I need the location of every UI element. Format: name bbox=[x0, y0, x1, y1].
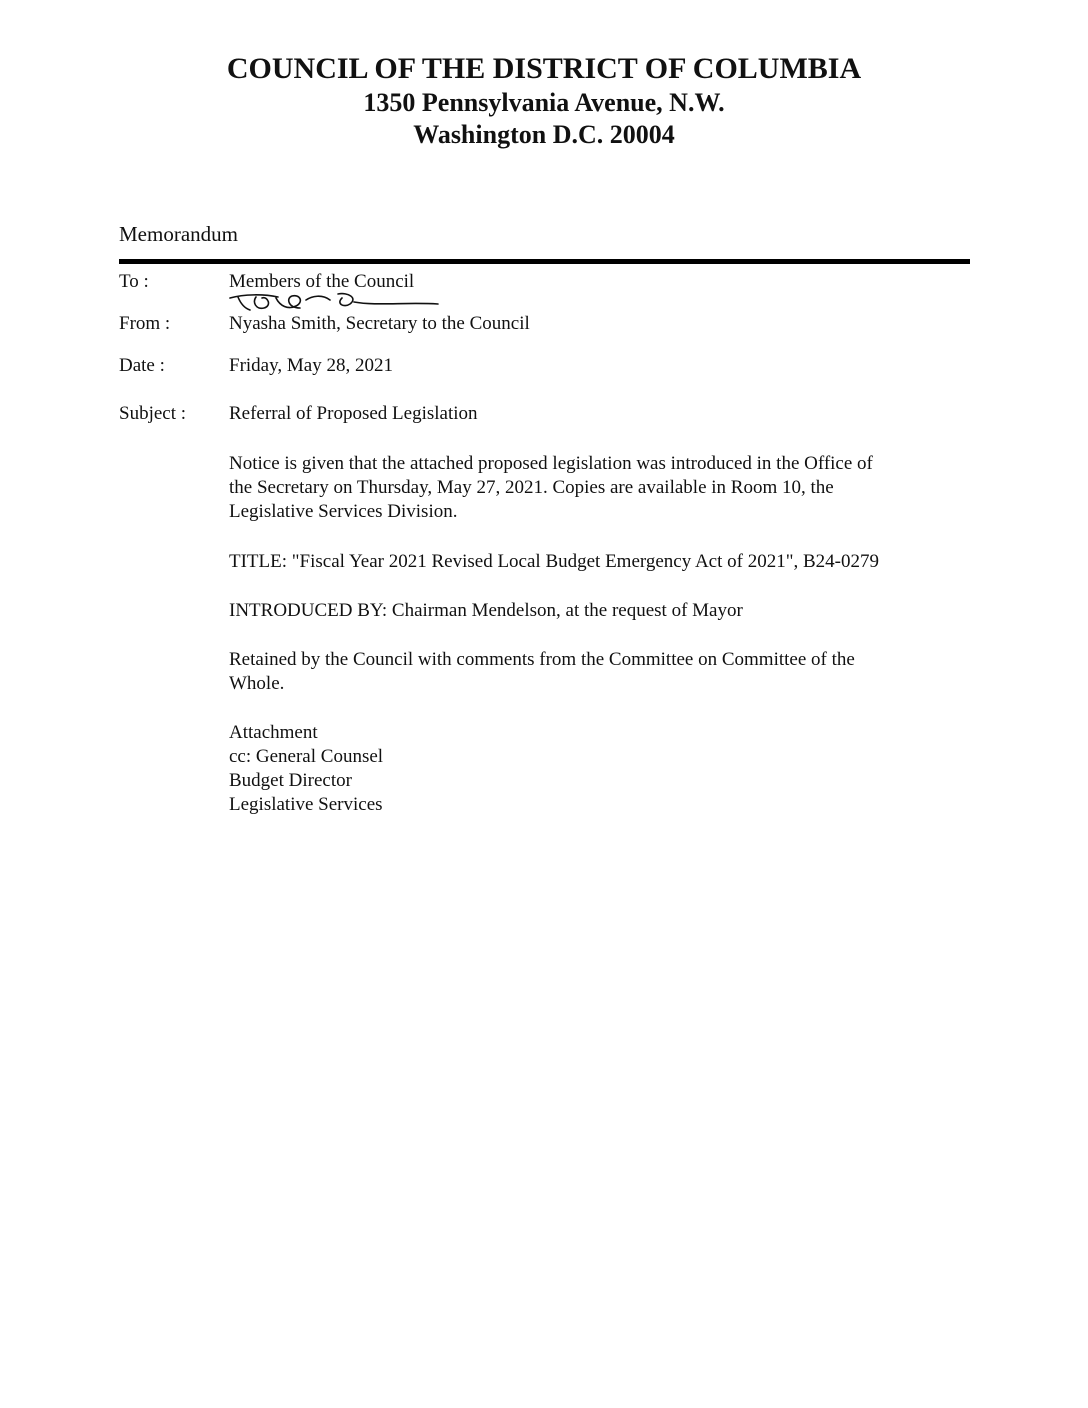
date-value: Friday, May 28, 2021 bbox=[229, 355, 393, 376]
introduced-by: INTRODUCED BY: Chairman Mendelson, at the request of Mayor bbox=[229, 600, 743, 621]
memo-title: Memorandum bbox=[119, 222, 238, 246]
attachment-label: Attachment bbox=[229, 722, 318, 743]
header-divider bbox=[119, 259, 970, 264]
retained-paragraph bbox=[229, 648, 969, 696]
notice-line: the Secretary on Thursday, May 27, 2021. Copies are available in Room 10, the bbox=[229, 477, 834, 498]
notice-paragraph bbox=[229, 452, 969, 524]
organization-heading: COUNCIL OF THE DISTRICT OF COLUMBIA bbox=[226, 52, 862, 85]
from-value: Nyasha Smith, Secretary to the Council bbox=[229, 313, 530, 334]
retained-line: Retained by the Council with comments from the Committee on Committee of the bbox=[229, 649, 855, 670]
notice-line: Legislative Services Division. bbox=[229, 501, 458, 522]
attachment-block bbox=[229, 721, 969, 817]
notice-line: Notice is given that the attached proposed legislation was introduced in the Office of bbox=[229, 453, 873, 474]
date-label: Date : bbox=[119, 355, 165, 376]
cc-legislative-services: Legislative Services bbox=[229, 794, 383, 815]
address-heading: 1350 Pennsylvania Avenue, N.W. bbox=[363, 88, 725, 117]
legislation-title: TITLE: "Fiscal Year 2021 Revised Local Budget Emergency Act of 2021", B24-0279 bbox=[229, 551, 879, 572]
retained-line: Whole. bbox=[229, 673, 285, 694]
to-label: To : bbox=[119, 271, 149, 292]
from-label: From : bbox=[119, 313, 171, 334]
subject-value: Referral of Proposed Legislation bbox=[229, 403, 478, 424]
cc-general-counsel: cc: General Counsel bbox=[229, 746, 384, 767]
to-value: Members of the Council bbox=[229, 271, 415, 292]
subject-label: Subject : bbox=[119, 403, 187, 424]
cc-budget-director: Budget Director bbox=[229, 770, 352, 791]
city-heading: Washington D.C. 20004 bbox=[413, 120, 675, 149]
